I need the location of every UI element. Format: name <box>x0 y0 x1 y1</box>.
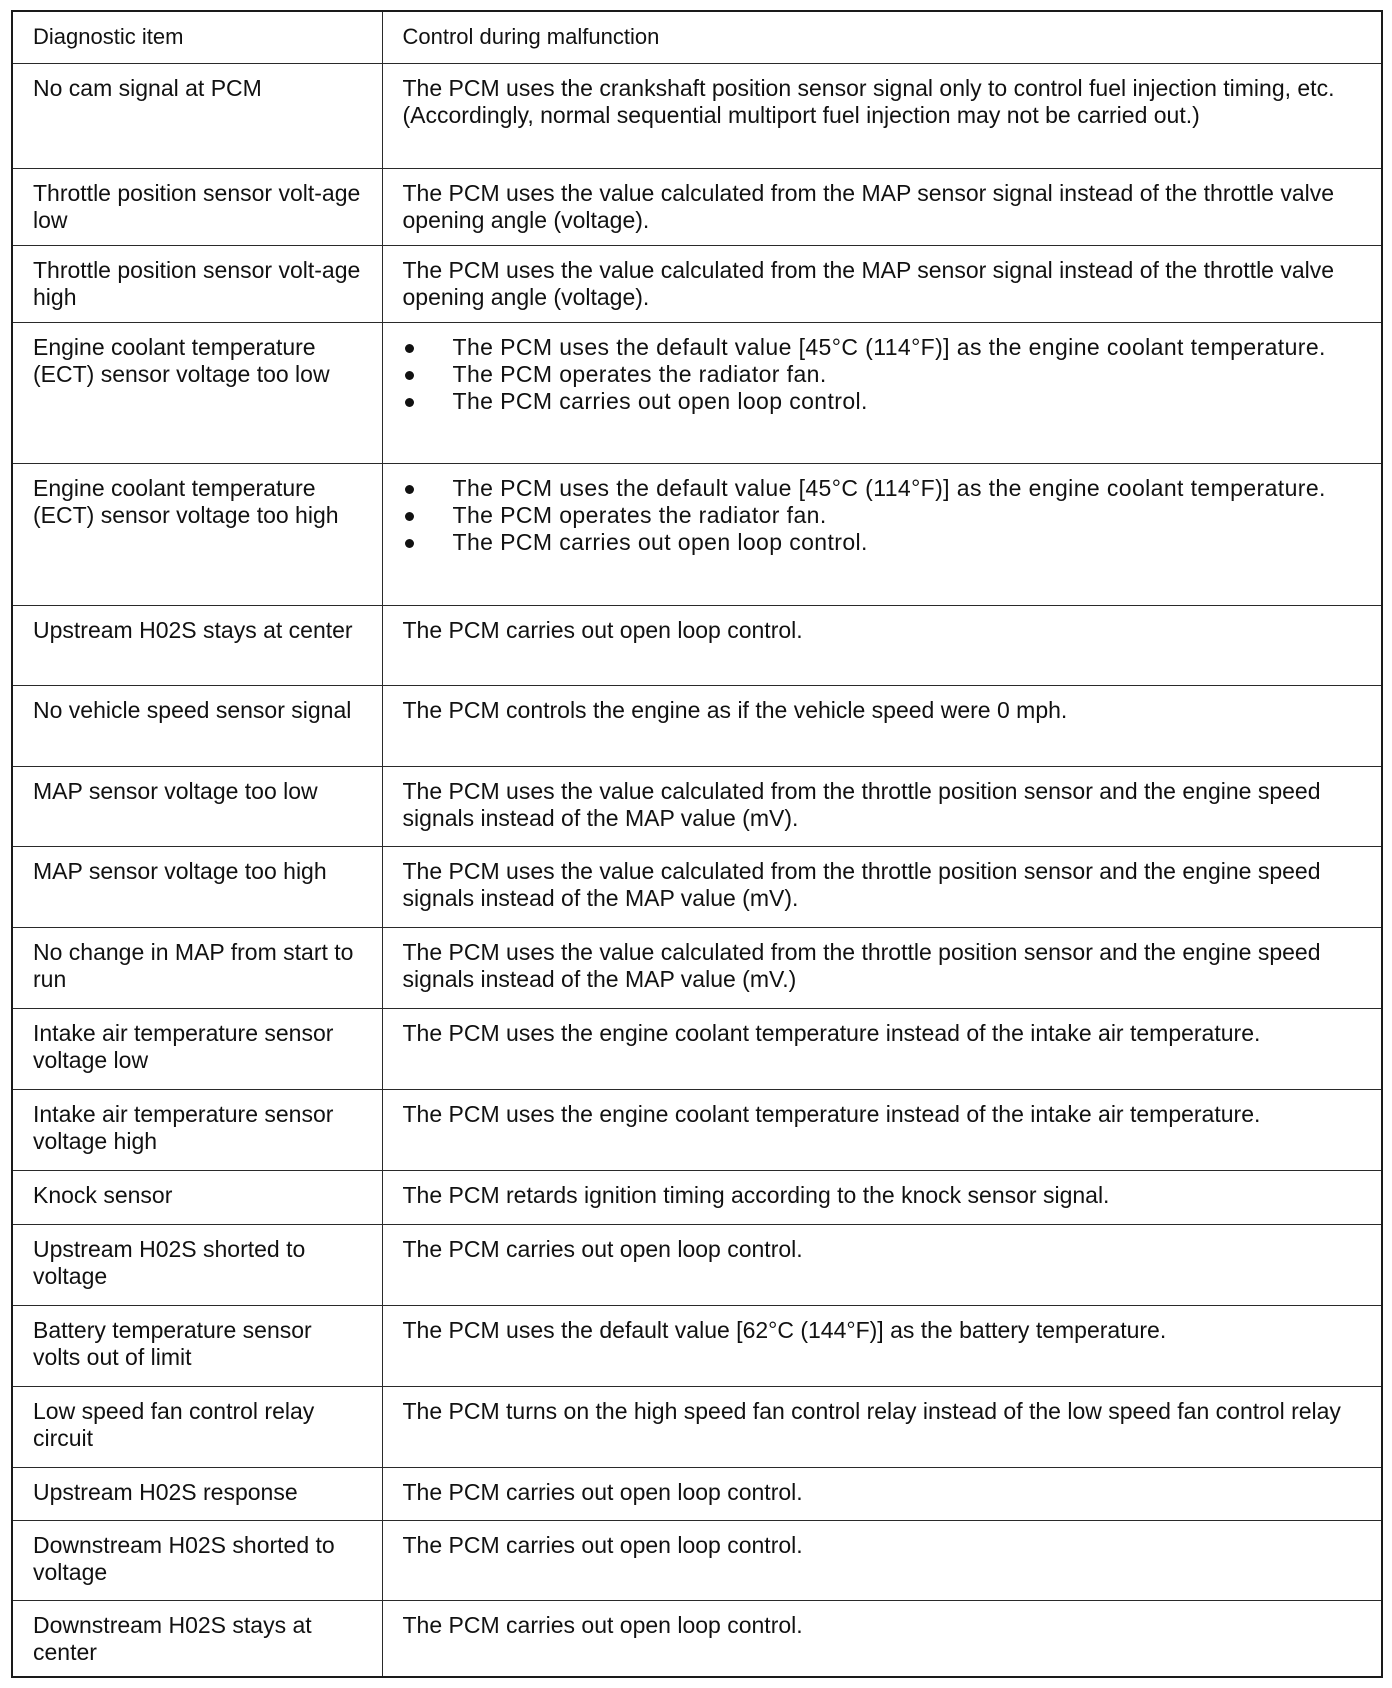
diagnostic-item-cell: Upstream H02S shorted to voltage <box>12 1225 382 1306</box>
diagnostic-item-cell: Low speed fan control relay circuit <box>12 1387 382 1468</box>
control-cell: The PCM uses the crankshaft position sensor signal only to control fuel injection timing, etc. (Accordingly, normal sequential multiport fuel injection may not be carried out.) <box>382 64 1382 169</box>
bullet-item <box>403 475 1362 502</box>
table-row <box>12 1601 1382 1677</box>
control-cell: The PCM carries out open loop control. <box>382 1520 1382 1601</box>
table-row <box>12 1009 1382 1090</box>
diagnostic-item-cell: Upstream H02S response <box>12 1468 382 1521</box>
table-row <box>12 169 1382 246</box>
diagnostic-item-cell: Downstream H02S shorted to voltage <box>12 1520 382 1601</box>
table-row <box>12 322 1382 464</box>
diagnostic-item-cell: Battery temperature sensor volts out of limit <box>12 1306 382 1387</box>
control-cell: The PCM uses the value calculated from the throttle position sensor and the engine speed signals instead of the MAP value (mV). <box>382 766 1382 847</box>
bullet-text: The PCM uses the default value [45°C (114°F)] as the engine coolant temperature. <box>452 475 1326 502</box>
bullet-icon <box>405 539 414 548</box>
bullet-text: The PCM operates the radiator fan. <box>452 360 827 387</box>
table-row <box>12 1468 1382 1521</box>
control-cell <box>382 464 1382 606</box>
table-row <box>12 1306 1382 1387</box>
table-header-row <box>12 11 1382 64</box>
table-row <box>12 464 1382 606</box>
document-page <box>11 10 1381 1678</box>
control-cell: The PCM uses the value calculated from the MAP sensor signal instead of the throttle valve opening angle (voltage). <box>382 169 1382 246</box>
table-row <box>12 605 1382 685</box>
table-row <box>12 1090 1382 1171</box>
table-row <box>12 847 1382 928</box>
bullet-icon <box>405 398 414 407</box>
control-cell <box>382 322 1382 464</box>
bullet-text: The PCM carries out open loop control. <box>452 529 868 556</box>
diagnostic-table <box>11 10 1383 1678</box>
diagnostic-item-cell: Intake air temperature sensor voltage low <box>12 1009 382 1090</box>
diagnostic-item-cell: Knock sensor <box>12 1170 382 1225</box>
control-cell: The PCM uses the engine coolant temperature instead of the intake air temperature. <box>382 1009 1382 1090</box>
bullet-icon <box>405 344 414 353</box>
control-cell: The PCM carries out open loop control. <box>382 1601 1382 1677</box>
bullet-list <box>403 475 1362 556</box>
diagnostic-item-cell: MAP sensor voltage too low <box>12 766 382 847</box>
bullet-icon <box>405 371 414 380</box>
control-cell: The PCM carries out open loop control. <box>382 1468 1382 1521</box>
control-cell: The PCM carries out open loop control. <box>382 1225 1382 1306</box>
bullet-text: The PCM uses the default value [45°C (114°F)] as the engine coolant temperature. <box>452 333 1326 360</box>
control-cell: The PCM uses the value calculated from the MAP sensor signal instead of the throttle valve opening angle (voltage). <box>382 246 1382 323</box>
diagnostic-item-cell: No vehicle speed sensor signal <box>12 685 382 766</box>
diagnostic-item-cell: Throttle position sensor volt-age low <box>12 169 382 246</box>
table-row <box>12 685 1382 766</box>
diagnostic-item-cell: MAP sensor voltage too high <box>12 847 382 928</box>
diagnostic-item-cell: Engine coolant temperature (ECT) sensor voltage too high <box>12 464 382 606</box>
table-row <box>12 1520 1382 1601</box>
diagnostic-item-cell: No cam signal at PCM <box>12 64 382 169</box>
control-cell: The PCM uses the engine coolant temperature instead of the intake air temperature. <box>382 1090 1382 1171</box>
bullet-item <box>403 529 1362 556</box>
diagnostic-item-cell: Engine coolant temperature (ECT) sensor voltage too low <box>12 322 382 464</box>
bullet-icon <box>405 512 414 521</box>
bullet-item <box>403 388 1362 415</box>
header-diagnostic-item: Diagnostic item <box>12 11 382 64</box>
control-cell: The PCM carries out open loop control. <box>382 605 1382 685</box>
control-cell: The PCM uses the value calculated from the throttle position sensor and the engine speed signals instead of the MAP value (mV). <box>382 847 1382 928</box>
control-cell: The PCM retards ignition timing according to the knock sensor signal. <box>382 1170 1382 1225</box>
control-cell: The PCM turns on the high speed fan control relay instead of the low speed fan control relay <box>382 1387 1382 1468</box>
bullet-icon <box>405 485 414 494</box>
table-row <box>12 64 1382 169</box>
control-cell: The PCM uses the value calculated from the throttle position sensor and the engine speed signals instead of the MAP value (mV.) <box>382 928 1382 1009</box>
bullet-item <box>403 502 1362 529</box>
diagnostic-item-cell: Throttle position sensor volt-age high <box>12 246 382 323</box>
bullet-text: The PCM carries out open loop control. <box>452 387 868 414</box>
table-row <box>12 1225 1382 1306</box>
bullet-item <box>403 361 1362 388</box>
table-row <box>12 246 1382 323</box>
control-cell: The PCM uses the default value [62°C (144°F)] as the battery temperature. <box>382 1306 1382 1387</box>
diagnostic-item-cell: Upstream H02S stays at center <box>12 605 382 685</box>
table-row <box>12 1170 1382 1225</box>
diagnostic-item-cell: No change in MAP from start to run <box>12 928 382 1009</box>
bullet-item <box>403 334 1362 361</box>
table-row <box>12 928 1382 1009</box>
bullet-text: The PCM operates the radiator fan. <box>452 502 827 529</box>
diagnostic-item-cell: Intake air temperature sensor voltage high <box>12 1090 382 1171</box>
header-control-during-malfunction: Control during malfunction <box>382 11 1382 64</box>
table-row <box>12 1387 1382 1468</box>
bullet-list <box>403 334 1362 415</box>
diagnostic-item-cell: Downstream H02S stays at center <box>12 1601 382 1677</box>
table-row <box>12 766 1382 847</box>
control-cell: The PCM controls the engine as if the vehicle speed were 0 mph. <box>382 685 1382 766</box>
